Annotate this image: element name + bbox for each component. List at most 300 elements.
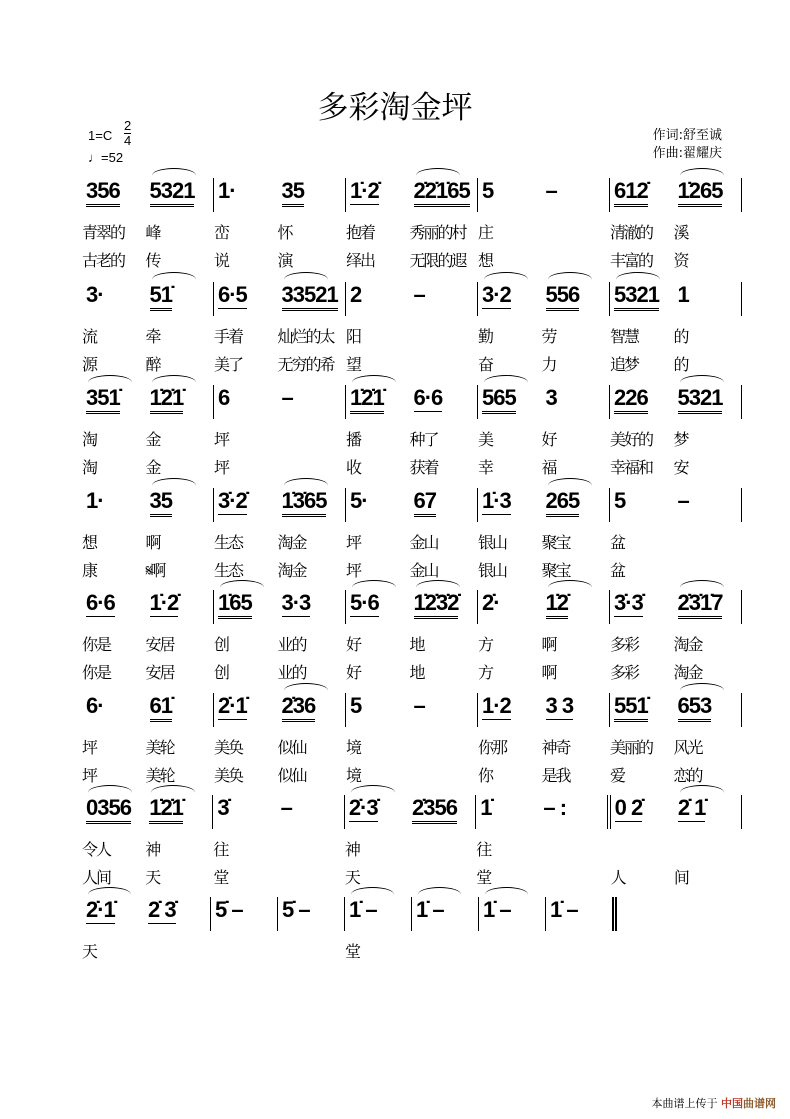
note-group: – <box>413 282 425 307</box>
lyric-verse-2: 奋 <box>478 355 493 374</box>
beat <box>416 897 478 931</box>
measure <box>412 897 479 931</box>
lyric-verse-1: 想 <box>82 533 97 552</box>
lyric-verse-1: 业的 <box>277 635 306 654</box>
beat <box>673 693 742 785</box>
measure <box>82 897 211 961</box>
note-group: 5321 <box>614 282 659 311</box>
lyricist: 作词:舒至诚 <box>652 128 722 143</box>
beat <box>414 693 478 727</box>
note-group: 1· <box>218 178 236 203</box>
note-group: 3·3 <box>281 590 311 615</box>
note-group: 1̇2̇1̇ <box>149 795 183 824</box>
lyric-verse-2: 无穷的希 <box>277 355 334 374</box>
slur <box>284 478 328 493</box>
slur <box>284 272 328 287</box>
lyric-verse-1: 清澈的 <box>610 223 653 242</box>
beat <box>409 385 478 477</box>
note-group: 51̇ <box>150 282 172 311</box>
note-group: 5· <box>350 488 368 513</box>
lyric-verse-1: 手着 <box>214 327 243 346</box>
beat <box>409 590 478 682</box>
lyric-verse-1: 多彩 <box>610 635 639 654</box>
beat <box>409 488 478 580</box>
beat <box>412 795 475 829</box>
beat <box>541 282 610 374</box>
lyric-verse-1: 好 <box>346 635 361 654</box>
note-group: 2̇·1̇ <box>218 693 247 718</box>
footer-watermark <box>652 1095 777 1111</box>
lyric-verse-1: 你那 <box>478 738 507 757</box>
beat <box>673 590 742 682</box>
slur <box>152 272 196 287</box>
time-sig-top: 2 <box>124 118 132 133</box>
lyric-verse-2: 地 <box>409 663 424 682</box>
site-logo-a: 中国 <box>721 1097 743 1110</box>
beat <box>541 590 610 682</box>
beat <box>610 385 678 477</box>
note-group: 1̇ <box>480 795 492 820</box>
lyric-verse-2: 金山 <box>409 561 438 580</box>
note-group: 6· <box>86 693 104 718</box>
note-group: 5̇ – <box>215 897 243 922</box>
lyric-verse-1: 坪 <box>346 533 361 552</box>
beat <box>82 590 150 682</box>
note-group: 3̇·3̇ <box>614 590 643 615</box>
lyric-verse-1: 坪 <box>214 430 229 449</box>
slur <box>680 168 724 183</box>
score-row <box>82 178 742 268</box>
lyric-verse-1: 堂 <box>345 942 360 961</box>
lyric-verse-2: 说 <box>214 251 229 270</box>
measure <box>346 178 478 270</box>
measure <box>346 385 478 477</box>
measure <box>610 282 742 374</box>
note-group: 6·6 <box>86 590 115 615</box>
lyric-verse-1: 美奂 <box>214 738 243 757</box>
beat <box>145 488 214 580</box>
note-group: 551̇ <box>614 693 648 722</box>
note-group: 3̇·2̇ <box>218 488 247 513</box>
note-group: 653 <box>678 693 712 722</box>
beat <box>214 693 282 785</box>
note-group: 565 <box>482 385 516 414</box>
lyric-verse-2: 银山 <box>478 561 507 580</box>
lyric-verse-2: 方 <box>478 663 493 682</box>
beat <box>344 795 412 887</box>
note-group: 226 <box>614 385 648 414</box>
note-group: 5̇ – <box>282 897 310 922</box>
lyric-verse-1: 怀 <box>277 223 292 242</box>
lyric-verse-1: 的 <box>673 327 688 346</box>
lyric-verse-2: 境 <box>346 766 361 785</box>
measure <box>345 897 412 961</box>
lyric-verse-1: 溪 <box>673 223 688 242</box>
beat <box>214 385 282 477</box>
lyric-verse-2: 淘 <box>82 458 97 477</box>
beat <box>550 897 612 931</box>
slur <box>548 580 592 595</box>
note-group: – : <box>543 795 567 820</box>
lyric-verse-1: 流 <box>82 327 97 346</box>
note-group: 265 <box>546 488 580 517</box>
measure <box>478 282 610 374</box>
measure <box>346 488 478 580</box>
slur <box>152 375 196 390</box>
lyric-verse-2: 生态 <box>214 561 243 580</box>
measure <box>610 178 742 270</box>
beat <box>82 282 150 374</box>
lyric-verse-1: 银山 <box>478 533 507 552</box>
lyric-verse-1: 美好的 <box>610 430 653 449</box>
beat <box>281 795 344 829</box>
lyric-verse-2: 绎出 <box>346 251 375 270</box>
note-group: 6 <box>218 385 230 410</box>
note-group: 1 <box>677 282 689 307</box>
lyric-verse-1: 盆 <box>610 533 625 552</box>
note-group: 2̇356 <box>412 795 457 824</box>
note-group: 1· <box>86 488 104 513</box>
beat <box>541 693 610 785</box>
slur <box>284 683 328 698</box>
note-group: 35 <box>282 178 304 207</box>
lyric-verse-1: 美轮 <box>145 738 174 757</box>
slur <box>220 580 264 595</box>
measure <box>610 590 742 682</box>
beat <box>282 897 344 931</box>
measure <box>346 590 478 682</box>
note-group: 35 <box>150 488 172 517</box>
beat <box>346 282 414 374</box>
beat <box>478 590 546 682</box>
note-group: 1̇3̇65 <box>282 488 327 517</box>
note-group: 1̇65 <box>218 590 252 619</box>
measure <box>610 385 742 477</box>
lyric-verse-2: 安居 <box>145 663 174 682</box>
lyric-verse-1: 生态 <box>214 533 243 552</box>
measure <box>214 385 346 477</box>
beat <box>541 385 610 477</box>
slur <box>484 375 528 390</box>
note-group: 1̇265 <box>678 178 723 207</box>
measure <box>82 693 214 785</box>
score-row <box>82 590 742 680</box>
beat <box>214 488 282 580</box>
lyric-verse-1: 往 <box>213 840 228 859</box>
slur <box>416 580 460 595</box>
lyric-verse-2: 堂 <box>213 868 228 887</box>
measure <box>610 488 742 580</box>
lyric-verse-2: 创 <box>214 663 229 682</box>
slur <box>485 887 528 902</box>
beat <box>478 693 546 785</box>
measure <box>82 795 213 887</box>
note-group: 1̇2̇3̇2̇ <box>414 590 459 619</box>
beat <box>673 385 742 477</box>
measure <box>478 693 610 785</box>
measure <box>478 178 610 270</box>
beat <box>145 282 214 374</box>
note-group: 1̇2̇1̇ <box>350 385 384 414</box>
lyric-verse-1: 淘 <box>82 430 97 449</box>
lyric-verse-2: 坪 <box>214 458 229 477</box>
beat <box>145 693 214 785</box>
note-group: 3 <box>545 385 557 410</box>
note-group: 1̇·2̇ <box>149 590 179 615</box>
lyric-verse-1: 神 <box>344 840 359 859</box>
note-group: 1̇2̇1̇ <box>150 385 184 414</box>
beat <box>409 178 478 270</box>
lyric-verse-2: 收 <box>346 458 361 477</box>
beat <box>82 693 150 785</box>
note-group: 1̇ – <box>483 897 511 922</box>
lyric-verse-1: 金山 <box>409 533 438 552</box>
beat <box>346 488 414 580</box>
song-title: 多彩淘金坪 <box>317 90 473 126</box>
lyric-verse-1: 风光 <box>673 738 702 757</box>
lyric-verse-2: 人 <box>610 868 625 887</box>
note-group: 2̇ 1̇ <box>677 795 706 820</box>
beat <box>345 897 411 961</box>
note-group: 356 <box>86 178 120 207</box>
note-group: 1·2 <box>482 693 511 718</box>
slur <box>484 272 528 287</box>
lyric-verse-2: 坪 <box>82 766 97 785</box>
note-group: 1̇ – <box>550 897 578 922</box>
score-row <box>82 488 742 578</box>
measure <box>344 795 476 887</box>
note-group: 33521 <box>282 282 338 311</box>
measure <box>479 897 546 931</box>
lyric-verse-1: 牵 <box>145 327 160 346</box>
beat <box>277 488 346 580</box>
lyric-verse-1: 地 <box>409 635 424 654</box>
beat <box>543 795 606 829</box>
note-group: 67 <box>414 488 436 517</box>
beat <box>610 693 678 785</box>
lyric-verse-2: 好 <box>346 663 361 682</box>
note-group: 3· <box>86 282 104 307</box>
lyric-verse-1: 啊 <box>145 533 160 552</box>
beat <box>213 795 280 887</box>
beat <box>145 385 214 477</box>
lyric-verse-1: 啊 <box>541 635 556 654</box>
lyric-verse-2: 美轮 <box>145 766 174 785</box>
note-group: 612̇ <box>614 178 648 207</box>
slur <box>88 785 132 800</box>
note-group: – <box>280 795 292 820</box>
lyric-verse-2: 金 <box>145 458 160 477</box>
beat <box>610 282 678 374</box>
note-group: – <box>545 178 557 203</box>
lyric-verse-1: 梦 <box>673 430 688 449</box>
note-group: 2̇ 3̇ <box>148 897 176 922</box>
note-group: 0 2̇ <box>614 795 643 820</box>
note-group: 3̇ <box>217 795 229 820</box>
lyric-verse-1: 坪 <box>82 738 97 757</box>
note-group: 2̇·3̇ <box>348 795 378 820</box>
beat <box>82 897 148 961</box>
slur <box>548 272 592 287</box>
note-group: 1̇2̇ <box>546 590 568 619</box>
lyric-verse-2: 康 <box>82 561 97 580</box>
lyric-verse-1: 阳 <box>346 327 361 346</box>
slur <box>418 887 461 902</box>
beat <box>277 178 346 270</box>
lyric-verse-2: 天 <box>344 868 359 887</box>
note-group: 5 <box>482 178 494 203</box>
lyric-verse-1: 安居 <box>145 635 174 654</box>
lyric-verse-2: 资 <box>673 251 688 270</box>
note-group: 2̇· <box>482 590 500 615</box>
lyric-verse-1: 美丽的 <box>610 738 653 757</box>
note-group: – <box>281 385 293 410</box>
lyric-verse-2: 想 <box>478 251 493 270</box>
lyric-verse-2: 美奂 <box>214 766 243 785</box>
lyric-verse-2: 古老的 <box>82 251 125 270</box>
note-group: 1̇ – <box>416 897 444 922</box>
slur <box>88 375 132 390</box>
beat <box>277 282 346 374</box>
slur <box>680 683 724 698</box>
lyric-verse-1: 庄 <box>478 223 493 242</box>
lyric-verse-2: 间 <box>673 868 688 887</box>
beat <box>610 590 678 682</box>
lyric-verse-2: 安 <box>673 458 688 477</box>
beat <box>478 488 546 580</box>
slur <box>680 580 724 595</box>
beat <box>546 178 610 212</box>
lyric-verse-2: 美了 <box>214 355 243 374</box>
lyric-verse-1: 境 <box>346 738 361 757</box>
note-group: 5·6 <box>350 590 379 615</box>
lyric-verse-2: 追梦 <box>610 355 639 374</box>
slur <box>548 478 592 493</box>
note-group: 6·5 <box>218 282 247 307</box>
footer-text: 本曲谱上传于 <box>651 1097 718 1110</box>
lyric-verse-2: 爱 <box>610 766 625 785</box>
slur <box>88 887 131 902</box>
lyric-verse-2: 坪 <box>346 561 361 580</box>
lyric-verse-2: 无限的遐 <box>409 251 466 270</box>
lyric-verse-2: 聚宝 <box>541 561 570 580</box>
lyric-verse-1: 淘金 <box>277 533 306 552</box>
time-signature <box>124 119 131 148</box>
beat <box>82 795 149 887</box>
measure <box>346 693 478 785</box>
lyric-verse-1: 美 <box>478 430 493 449</box>
measure <box>211 897 278 931</box>
lyric-verse-1: 智慧 <box>610 327 639 346</box>
slur <box>680 785 724 800</box>
beat <box>214 282 282 374</box>
lyric-verse-2: 业的 <box>277 663 306 682</box>
measure <box>546 897 617 931</box>
lyric-verse-1: 秀丽的村 <box>409 223 466 242</box>
measure <box>82 385 214 477</box>
note-group: 5 <box>614 488 626 513</box>
beat <box>214 590 282 682</box>
measure <box>82 488 214 580</box>
slur <box>351 785 395 800</box>
note-group: 2̇3̇1̇7 <box>678 590 723 619</box>
measure <box>82 178 214 270</box>
site-logo-b: 曲谱网 <box>743 1097 776 1110</box>
lyric-verse-2: 似仙 <box>277 766 306 785</box>
slur <box>152 168 196 183</box>
beat <box>277 693 346 785</box>
lyric-verse-1: 抱着 <box>346 223 375 242</box>
beat <box>215 897 277 931</box>
beat <box>678 488 742 522</box>
score-row <box>82 795 742 885</box>
beat <box>610 795 678 887</box>
note-group: 1̇ – <box>349 897 377 922</box>
lyric-verse-2: 你是 <box>82 663 111 682</box>
beat <box>282 385 346 419</box>
note-group: 0356 <box>86 795 131 824</box>
measure <box>214 178 346 270</box>
measure <box>478 590 610 682</box>
beat <box>673 282 742 374</box>
lyric-verse-1: 好 <box>541 430 556 449</box>
note-group: 6·6 <box>413 385 443 410</box>
lyric-verse-1: 淘金 <box>673 635 702 654</box>
beat <box>82 178 150 270</box>
lyric-verse-1: 创 <box>214 635 229 654</box>
note-group: 1̇·2̇ <box>350 178 379 203</box>
beat <box>145 590 214 682</box>
beat <box>476 795 543 887</box>
lyric-verse-2: 啊 <box>541 663 556 682</box>
note-group: 3 3 <box>545 693 574 718</box>
lyric-verse-2: 多彩 <box>610 663 639 682</box>
measure <box>214 282 346 374</box>
beat <box>541 488 610 580</box>
lyric-verse-2: 你 <box>478 766 493 785</box>
measure <box>610 693 742 785</box>
note-group: – <box>677 488 689 513</box>
lyric-verse-1: 青翠的 <box>82 223 125 242</box>
beat <box>610 488 678 580</box>
lyric-verse-2: 源 <box>82 355 97 374</box>
measure <box>278 897 345 931</box>
note-group: 1̇·3 <box>482 488 511 513</box>
lyric-verse-2: 人间 <box>82 868 111 887</box>
lyric-verse-1: 峦 <box>214 223 229 242</box>
slur <box>351 887 394 902</box>
beat <box>478 178 546 270</box>
lyric-verse-2: 盆 <box>610 561 625 580</box>
beat <box>82 385 150 477</box>
measure <box>82 590 214 682</box>
score-row <box>82 693 742 783</box>
beat <box>673 795 741 887</box>
lyric-verse-1: 你是 <box>82 635 111 654</box>
note-group: 2̇2̇1̇65 <box>414 178 470 207</box>
beat <box>346 385 414 477</box>
lyric-verse-2: 幸 <box>478 458 493 477</box>
beat <box>610 178 678 270</box>
key-signature: 1=C <box>88 128 113 143</box>
tempo-marking: ♩=52 <box>88 150 124 165</box>
beat <box>277 590 346 682</box>
beat <box>214 178 282 270</box>
lyric-verse-1: 往 <box>476 840 491 859</box>
lyric-verse-1: 神奇 <box>541 738 570 757</box>
note-group: 61̇ <box>150 693 172 722</box>
composer: 作曲:翟耀庆 <box>652 146 722 161</box>
